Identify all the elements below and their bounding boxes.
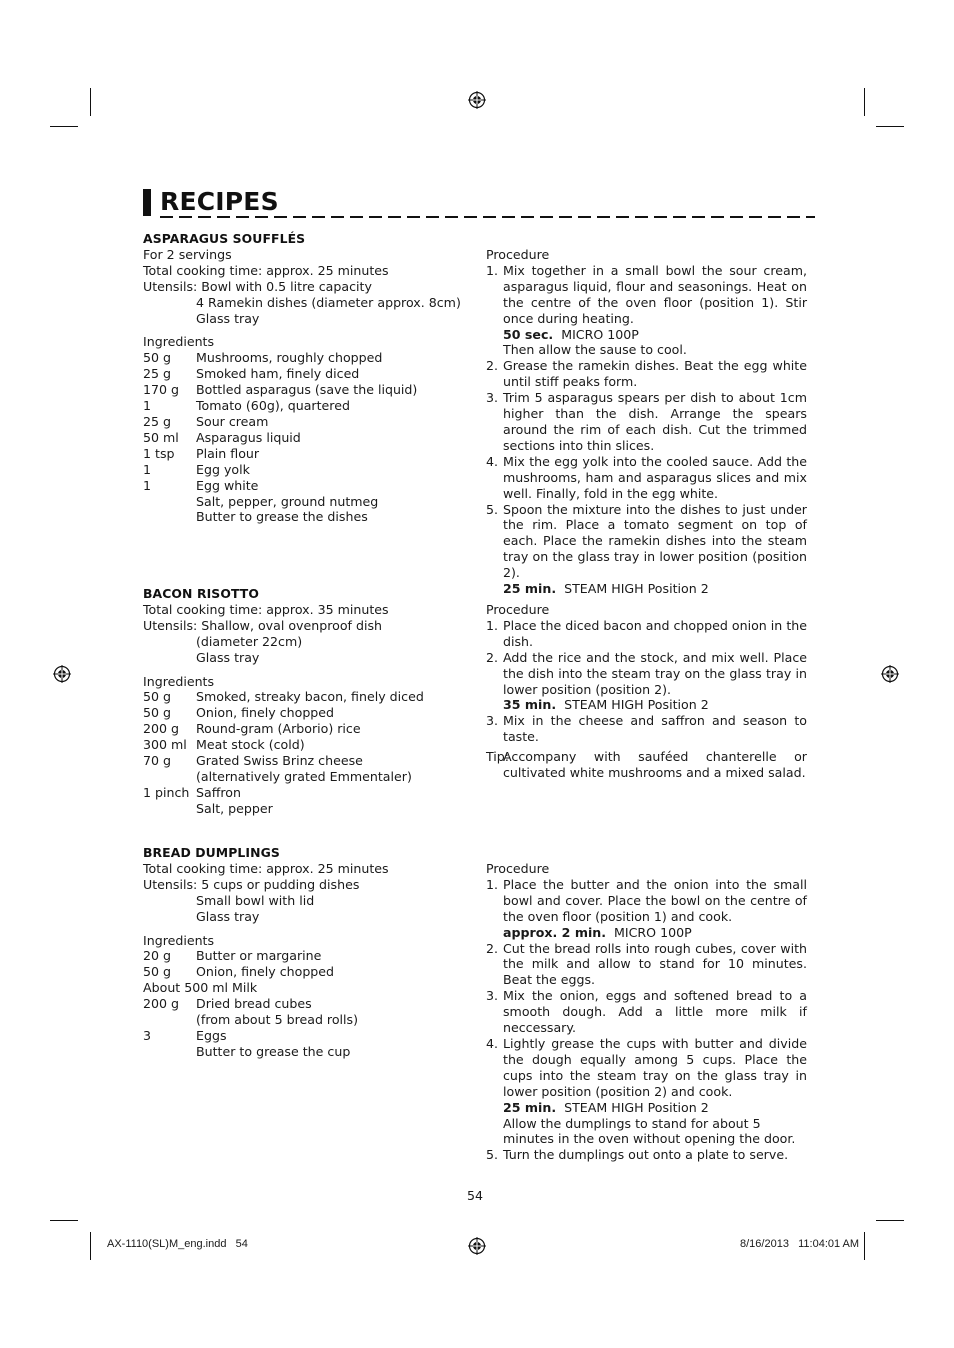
procedure-step: 5. Turn the dumplings out onto a plate to serve. — [486, 1147, 789, 1163]
recipe-risotto-left — [143, 586, 463, 817]
recipe-title: BREAD DUMPLINGS — [143, 845, 280, 860]
ingredient-row: 70 g Grated Swiss Brinz cheese — [143, 753, 363, 769]
recipe-info: Utensils: 5 cups or pudding dishes — [143, 876, 360, 892]
ingredient-row: 1 Egg yolk — [143, 461, 250, 477]
ingredient-row: 50 g Onion, finely chopped — [143, 964, 335, 980]
crop-mark — [864, 88, 865, 116]
file-slug: AX-1110(SL)M_eng.indd 54 — [107, 1238, 248, 1250]
crop-mark — [876, 126, 904, 127]
ingredient-row: 200 g Dried bread cubes — [143, 996, 312, 1012]
ingredient-row: Butter to grease the dishes — [196, 509, 368, 525]
crop-mark — [876, 1220, 904, 1221]
ingredient-row: 200 g Round-gram (Arborio) rice — [143, 721, 361, 737]
procedure-label: Procedure — [486, 602, 550, 617]
recipe-title: BACON RISOTTO — [143, 586, 259, 601]
ingredient-row: 1 pinch Saffron — [143, 784, 241, 800]
recipe-info: For 2 servings — [143, 246, 232, 262]
procedure-step: 2. Cut the bread rolls into rough cubes, cover with the milk and allow to stand for 10 minutes. Beat the eggs. — [486, 940, 807, 988]
ingredients-label: Ingredients — [143, 334, 215, 350]
utensil-line: Small bowl with lid — [196, 892, 315, 908]
utensil-line: (diameter 22cm) — [196, 633, 303, 649]
crop-mark — [50, 1220, 78, 1221]
recipe-tip: Tip: Accompany with sauféed chanterelle or cultivated white mushrooms and a mixed salad. — [486, 749, 807, 781]
cook-setting: approx. 2 min. MICRO 100P — [503, 924, 692, 940]
recipe-risotto-procedure — [486, 602, 807, 781]
crop-mark — [90, 1232, 91, 1260]
ingredients-label: Ingredients — [143, 673, 215, 689]
ingredient-row: 50 ml Asparagus liquid — [143, 429, 301, 445]
recipe-title: ASPARAGUS SOUFFLÉS — [143, 231, 306, 246]
ingredient-row: 50 g Mushrooms, roughly chopped — [143, 350, 383, 366]
ingredient-row: (from about 5 bread rolls) — [196, 1012, 359, 1028]
ingredient-row: About 500 ml Milk — [143, 980, 258, 996]
procedure-step: 2. Add the rice and the stock, and mix well. Place the dish into the steam tray on the glass tray in lower position (position 2). — [486, 649, 807, 697]
recipe-dumplings-procedure — [486, 861, 807, 1163]
ingredient-row: Butter to grease the cup — [196, 1043, 351, 1059]
crop-mark — [50, 126, 78, 127]
ingredient-row: Salt, pepper, ground nutmeg — [196, 493, 379, 509]
step-note: Allow the dumplings to stand for about 5 minutes in the oven without opening the door. — [503, 1115, 796, 1147]
procedure-label: Procedure — [486, 247, 550, 262]
procedure-step: 3. Mix in the cheese and saffron and season to taste. — [486, 713, 807, 745]
procedure-label: Procedure — [486, 861, 550, 876]
crop-mark — [90, 88, 91, 116]
registration-mark-icon — [881, 665, 899, 683]
page-number: 54 — [467, 1188, 484, 1203]
procedure-step: 4. Lightly grease the cups with butter and divide the dough equally among 5 cups. Place the cups into the steam tray on the glass tray in lower position (position 2) and cook. — [486, 1035, 807, 1099]
step-note: Then allow the sause to cool. — [503, 342, 687, 358]
ingredient-row: 50 g Smoked, streaky bacon, finely diced — [143, 689, 424, 705]
page-heading — [143, 186, 815, 220]
heading-dashed-rule — [160, 216, 815, 218]
cook-setting: 25 min. STEAM HIGH Position 2 — [503, 581, 709, 597]
recipe-info: Total cooking time: approx. 35 minutes — [143, 601, 389, 617]
cook-setting: 35 min. STEAM HIGH Position 2 — [503, 697, 709, 713]
utensil-line: 4 Ramekin dishes (diameter approx. 8cm) — [196, 294, 461, 310]
recipe-info: Total cooking time: approx. 25 minutes — [143, 860, 389, 876]
registration-mark-icon — [468, 91, 486, 109]
procedure-step: 1. Place the butter and the onion into the small bowl and cover. Place the bowl on the centre of the oven floor (position 1) and cook. — [486, 876, 807, 924]
ingredient-row: 1 tsp Plain flour — [143, 445, 260, 461]
utensil-line: Glass tray — [196, 908, 260, 924]
ingredient-row: 20 g Butter or margarine — [143, 948, 322, 964]
ingredients-label: Ingredients — [143, 932, 215, 948]
ingredient-row: 3 Eggs — [143, 1027, 227, 1043]
page-title: RECIPES — [160, 187, 279, 216]
recipe-asparagus-left — [143, 231, 463, 525]
recipe-info: Total cooking time: approx. 25 minutes — [143, 262, 389, 278]
ingredient-row: 25 g Smoked ham, finely diced — [143, 366, 360, 382]
procedure-step: 2. Grease the ramekin dishes. Beat the egg white until stiff peaks form. — [486, 358, 807, 390]
heading-bar — [143, 189, 151, 216]
ingredient-row: 50 g Onion, finely chopped — [143, 705, 335, 721]
crop-mark — [864, 1232, 865, 1260]
cook-setting: 25 min. STEAM HIGH Position 2 — [503, 1099, 709, 1115]
ingredient-row: (alternatively grated Emmentaler) — [196, 768, 412, 784]
ingredient-row: 1 Tomato (60g), quartered — [143, 398, 350, 414]
procedure-step: 4. Mix the egg yolk into the cooled sauce. Add the mushrooms, ham and asparagus slices and mix well. Finally, fold in the egg white. — [486, 453, 807, 501]
cook-setting: 50 sec. MICRO 100P — [503, 326, 639, 342]
utensil-line: Glass tray — [196, 649, 260, 665]
recipe-asparagus-procedure — [486, 247, 807, 597]
procedure-step: 5. Spoon the mixture into the dishes to just under the rim. Place a tomato segment on top of each. Place the ramekin dishes into the steam tray on the glass tray in lower position (position 2). — [486, 501, 807, 581]
recipe-dumplings-left — [143, 845, 463, 1060]
ingredient-row: 170 g Bottled asparagus (save the liquid) — [143, 382, 418, 398]
ingredient-row: Salt, pepper — [196, 800, 273, 816]
procedure-step: 1. Place the diced bacon and chopped onion in the dish. — [486, 617, 807, 649]
procedure-step: 3. Mix the onion, eggs and softened bread to a smooth dough. Add a little more milk if neccessary. — [486, 988, 807, 1036]
recipe-info: Utensils: Shallow, oval ovenproof dish — [143, 617, 382, 633]
recipe-info: Utensils: Bowl with 0.5 litre capacity — [143, 278, 372, 294]
registration-mark-icon — [468, 1237, 486, 1255]
registration-mark-icon — [53, 665, 71, 683]
date-slug: 8/16/2013 11:04:01 AM — [740, 1238, 860, 1250]
ingredient-row: 25 g Sour cream — [143, 413, 269, 429]
procedure-step: 1. Mix together in a small bowl the sour cream, asparagus liquid, flour and seasonings. Heat on the centre of the oven floor (position 1). Stir once during heating. — [486, 262, 807, 326]
ingredient-row: 300 ml Meat stock (cold) — [143, 737, 305, 753]
utensil-line: Glass tray — [196, 310, 260, 326]
procedure-step: 3. Trim 5 asparagus spears per dish to about 1cm higher than the dish. Arrange the spears around the rim of each dish. Cut the trimmed sections into thin slices. — [486, 390, 807, 453]
ingredient-row: 1 Egg white — [143, 477, 259, 493]
